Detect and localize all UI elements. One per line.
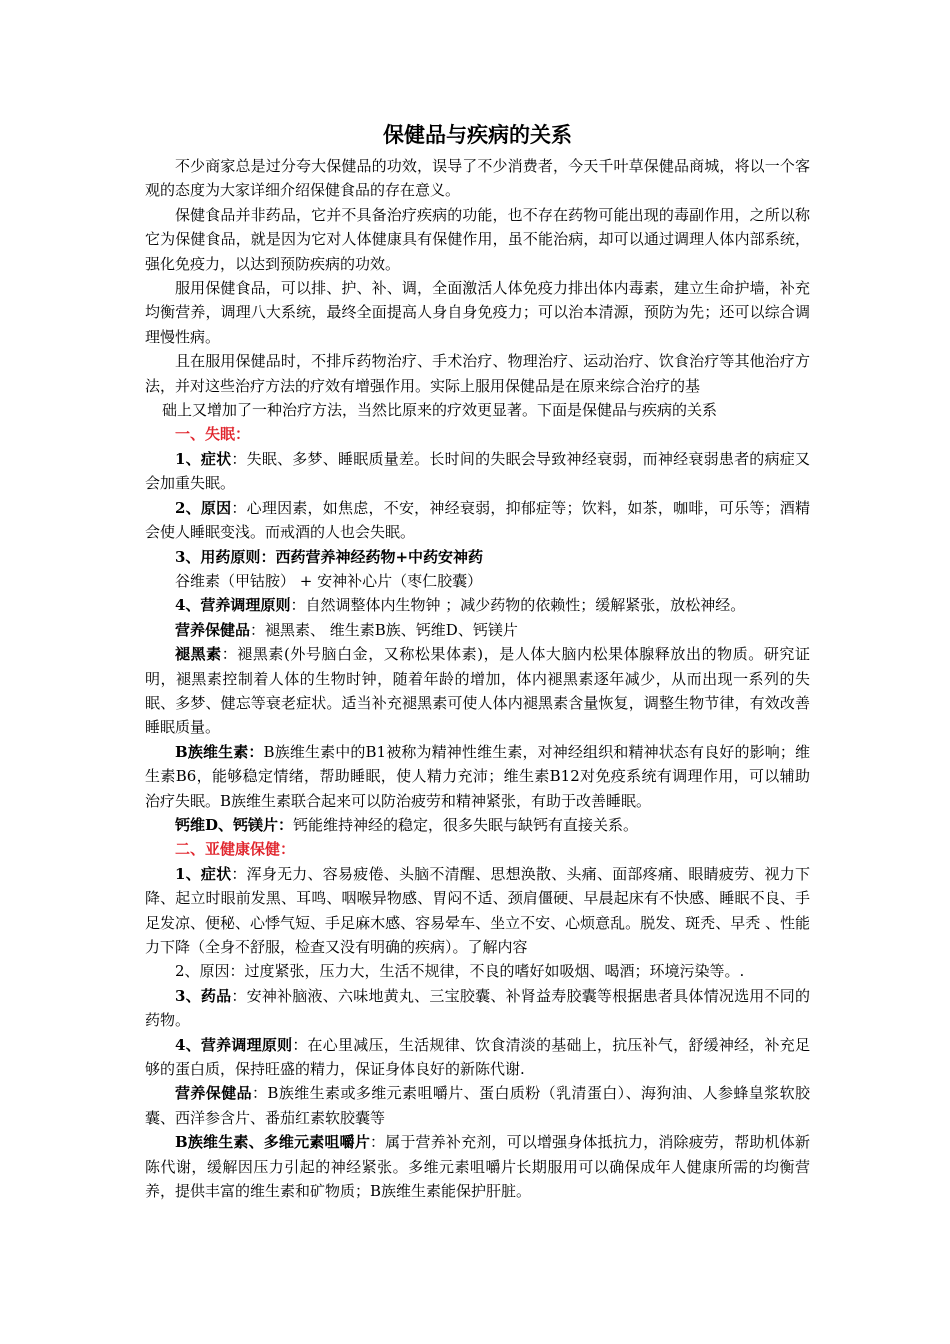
- subhealth-products-text: ：B族维生素或多维元素咀嚼片、蛋白质粉（乳清蛋白）、海狗油、人参蜂皇浆软胶囊、西洋参含片、番茄红素软胶囊等: [145, 1084, 810, 1127]
- calcium-text: 钙能维持神经的稳定，很多失眠与缺钙有直接关系。: [293, 815, 639, 834]
- vitamin-b-label: B族维生素：: [175, 742, 264, 761]
- insomnia-products-text: ：褪黑素、 维生素B族、钙维D、钙镁片: [250, 620, 518, 639]
- subhealth-products: [145, 1081, 810, 1130]
- document-page: [145, 120, 810, 1203]
- insomnia-nutrition-label: 4、营养调理原则: [175, 596, 291, 615]
- subhealth-nutrition-principle: [145, 1033, 810, 1082]
- insomnia-drug-principle: [145, 545, 810, 569]
- calcium-paragraph: [145, 813, 810, 837]
- subhealth-nutrition-label: 4、营养调理原则: [175, 1035, 293, 1054]
- insomnia-drug-list: 谷维素（甲钴胺） + 安神补心片（枣仁胶囊）: [175, 571, 483, 590]
- subhealth-cause: 2、原因：过度紧张，压力大，生活不规律，不良的嗜好如吸烟、喝酒；环境污染等。.: [175, 962, 745, 981]
- vitamin-b-paragraph: [145, 740, 810, 813]
- insomnia-products: [145, 618, 810, 642]
- subhealth-vitamin-label: B族维生素、多维元素咀嚼片: [175, 1133, 370, 1152]
- insomnia-nutrition-text: ：自然调整体内生物钟 ；减少药物的依赖性；缓解紧张，放松神经。: [290, 596, 746, 615]
- subhealth-vitamin-paragraph: [145, 1130, 810, 1203]
- calcium-label: 钙维D、钙镁片：: [175, 815, 294, 834]
- subhealth-drugs-text: ：安神补脑液、六味地黄丸、三宝胶囊、补肾益寿胶囊等根据患者具体情况选用不同的药物。: [145, 986, 810, 1030]
- insomnia-symptom-label: 1、症状: [175, 449, 232, 468]
- insomnia-symptom-text: ：失眠、多梦、睡眠质量差。长时间的失眠会导致神经衰弱，而神经衰弱患者的病症又会加重失眠。: [145, 449, 810, 493]
- intro-paragraph-3: 服用保健食品，可以排、护、补、调，全面激活人体免疫力排出体内毒素，建立生命护墙，补充均衡营养，调理八大系统，最终全面提高人身自身免疫力；可以治本清源，预防为先；还可以综合调理慢性病。: [145, 279, 810, 346]
- subhealth-products-label: 营养保健品: [175, 1084, 253, 1103]
- insomnia-nutrition-principle: [145, 593, 810, 617]
- melatonin-paragraph: [145, 642, 810, 740]
- intro-paragraph-1: 不少商家总是过分夸大保健品的功效，误导了不少消费者，今天千叶草保健品商城，将以一个客观的态度为大家详细介绍保健食品的存在意义。: [145, 157, 810, 200]
- document-title: 保健品与疾病的关系: [383, 122, 572, 147]
- subhealth-vitamin-text: ：属于营养补充剂，可以增强身体抵抗力，消除疲劳，帮助机体新陈代谢，缓解因压力引起的神经紧张。多维元素咀嚼片长期服用可以确保成年人健康所需的均衡营养，提供丰富的维生素和矿物质；B族维生素能保护肝脏。: [145, 1133, 810, 1201]
- subhealth-drugs-label: 3、药品: [175, 986, 232, 1005]
- insomnia-cause: [145, 496, 810, 545]
- melatonin-text: ：褪黑素(外号脑白金，又称松果体素)，是人体大脑内松果体腺释放出的物质。研究证明，褪黑素控制着人体的生物时钟，随着年龄的增加，体内褪黑素逐年减少，从而出现一系列的失眠、多梦、健忘等衰老症状。适当补充褪黑素可使人体内褪黑素含量恢复，调整生物节律，有效改善睡眠质量。: [145, 645, 810, 737]
- section-heading-subhealth: 二、亚健康保健：: [175, 840, 296, 859]
- section-heading-insomnia: 一、失眠：: [175, 425, 251, 444]
- subhealth-symptom-label: 1、症状: [175, 864, 232, 883]
- insomnia-drug-principle-text: 3、用药原则：西药营养神经药物+中药安神药: [175, 547, 484, 566]
- insomnia-products-label: 营养保健品: [175, 620, 251, 639]
- subhealth-drugs: [145, 984, 810, 1033]
- intro-paragraph-5: 础上又增加了一种治疗方法，当然比原来的疗效更显著。下面是保健品与疾病的关系: [162, 401, 718, 420]
- subhealth-symptom-text: ：浑身无力、容易疲倦、头脑不清醒、思想涣散、头痛、面部疼痛、眼睛疲劳、视力下降、起立时眼前发黑、耳鸣、咽喉异物感、胃闷不适、颈肩僵硬、早晨起床有不快感、睡眠不良、手足发凉、便秘、心悸气短、手足麻木感、容易晕车、坐立不安、心烦意乱。脱发、斑秃、早秃 、性能力下降（全身不舒服，检查又没有明确的疾病）。了解内容: [145, 864, 810, 956]
- subhealth-nutrition-text: ：在心里减压，生活规律、饮食清淡的基础上，抗压补气，舒缓神经，补充足够的蛋白质，保持旺盛的精力，保证身体良好的新陈代谢.: [145, 1035, 810, 1079]
- subhealth-symptom: [145, 862, 810, 960]
- insomnia-cause-text: ：心理因素，如焦虑，不安，神经衰弱，抑郁症等；饮料，如茶，咖啡，可乐等；酒精会使人睡眠变浅。而戒酒的人也会失眠。: [145, 498, 810, 542]
- insomnia-symptom: [145, 447, 810, 496]
- intro-paragraph-2: 保健食品并非药品，它并不具备治疗疾病的功能，也不存在药物可能出现的毒副作用，之所以称它为保健食品，就是因为它对人体健康具有保健作用，虽不能治病，却可以通过调理人体内部系统，强化免疫力，以达到预防疾病的功效。: [145, 205, 810, 273]
- melatonin-label: 褪黑素: [175, 645, 222, 664]
- vitamin-b-text: B族维生素中的B1被称为精神性维生素，对神经组织和精神状态有良好的影响；维生素B6，能够稳定情绪，帮助睡眠，使人精力充沛；维生素B12对免疫系统有调理作用，可以辅助治疗失眠。B族维生素联合起来可以防治疲劳和精神紧张，有助于改善睡眠。: [145, 742, 811, 810]
- intro-paragraph-4: 且在服用保健品时，不排斥药物治疗、手术治疗、物理治疗、运动治疗、饮食治疗等其他治疗方法，并对这些治疗方法的疗效有增强作用。实际上服用保健品是在原来综合治疗的基: [145, 352, 810, 395]
- insomnia-cause-label: 2、原因: [175, 498, 232, 517]
